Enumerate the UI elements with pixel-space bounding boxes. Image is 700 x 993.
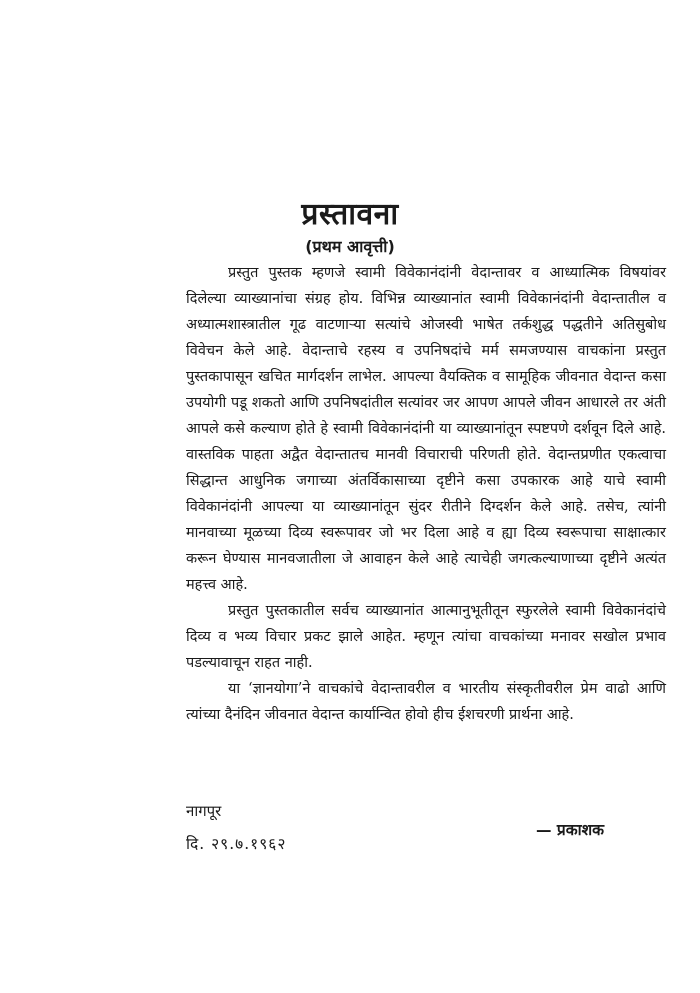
paragraph: प्रस्तुत पुस्तक म्हणजे स्वामी विवेकानंदांनी वेदान्तावर व आध्यात्मिक विषयांवर दिलेल्या व्याख्यानांचा संग्रह होय. विभिन्न व्याख्यानांत स्वामी विवेकानंदांनी वेदान्तातील व अध्यात्मशास्त्रातील गूढ वाटणाऱ्या सत्यांचे ओजस्वी भाषेत तर्कशुद्ध पद्धतीने अतिसुबोध विवेचन केले आहे. वेदान्ताचे रहस्य व उपनिषदांचे मर्म समजण्यास वाचकांना प्रस्तुत पुस्तकापासून खचित मार्गदर्शन लाभेल. आपल्या वैयक्तिक व सामूहिक जीवनात वेदान्त कसा उपयोगी पडू शकतो आणि उपनिषदांतील सत्यांवर जर आपण आपले जीवन आधारले तर अंती आपले कसे कल्याण होते हे स्वामी विवेकानंदांनी या व्याख्यानांतून स्पष्टपणे दर्शवून दिले आहे. वास्तविक पाहता अद्वैत वेदान्तातच मानवी विचाराची परिणती होते. वेदान्तप्रणीत एकत्वाचा सिद्धान्त आधुनिक जगाच्या अंतर्विकासाच्या दृष्टीने कसा उपकारक आहे याचे स्वामी विवेकानंदांनी आपल्या या व्याख्यानांतून सुंदर रीतीने दिग्दर्शन केले आहे. तसेच, त्यांनी मानवाच्या मूळच्या दिव्य स्वरूपावर जो भर दिला आहे व ह्या दिव्य स्वरूपाचा साक्षात्कार करून घेण्यास मानवजातीला जे आवाहन केले आहे त्याचेही जगत्कल्याणाच्या दृष्टीने अत्यंत महत्त्व आहे. [186, 265, 666, 593]
signature-date: दि. २९.७.१९६२ [186, 835, 287, 853]
signature-publisher: — प्रकाशक [536, 821, 605, 839]
paragraph: प्रस्तुत पुस्तकातील सर्वच व्याख्यानांत आत्मानुभूतीतून स्फुरलेले स्वामी विवेकानंदांचे दिव्य व भव्य विचार प्रकट झाले आहेत. म्हणून त्यांचा वाचकांच्या मनावर सखोल प्रभाव पडल्यावाचून राहत नाही. [186, 603, 666, 671]
page-title: प्रस्तावना [301, 197, 399, 232]
edition-subtitle: (प्रथम आवृत्ती) [305, 237, 395, 256]
paragraph: या ‘ज्ञानयोगा’ने वाचकांचे वेदान्तावरील व भारतीय संस्कृतीवरील प्रेम वाढो आणि त्यांच्या दैनंदिन जीवनात वेदान्त कार्यान्वित होवो हीच ईशचरणी प्रार्थना आहे. [186, 681, 666, 723]
signature-place: नागपूर [186, 802, 222, 820]
preface-body [186, 260, 666, 728]
